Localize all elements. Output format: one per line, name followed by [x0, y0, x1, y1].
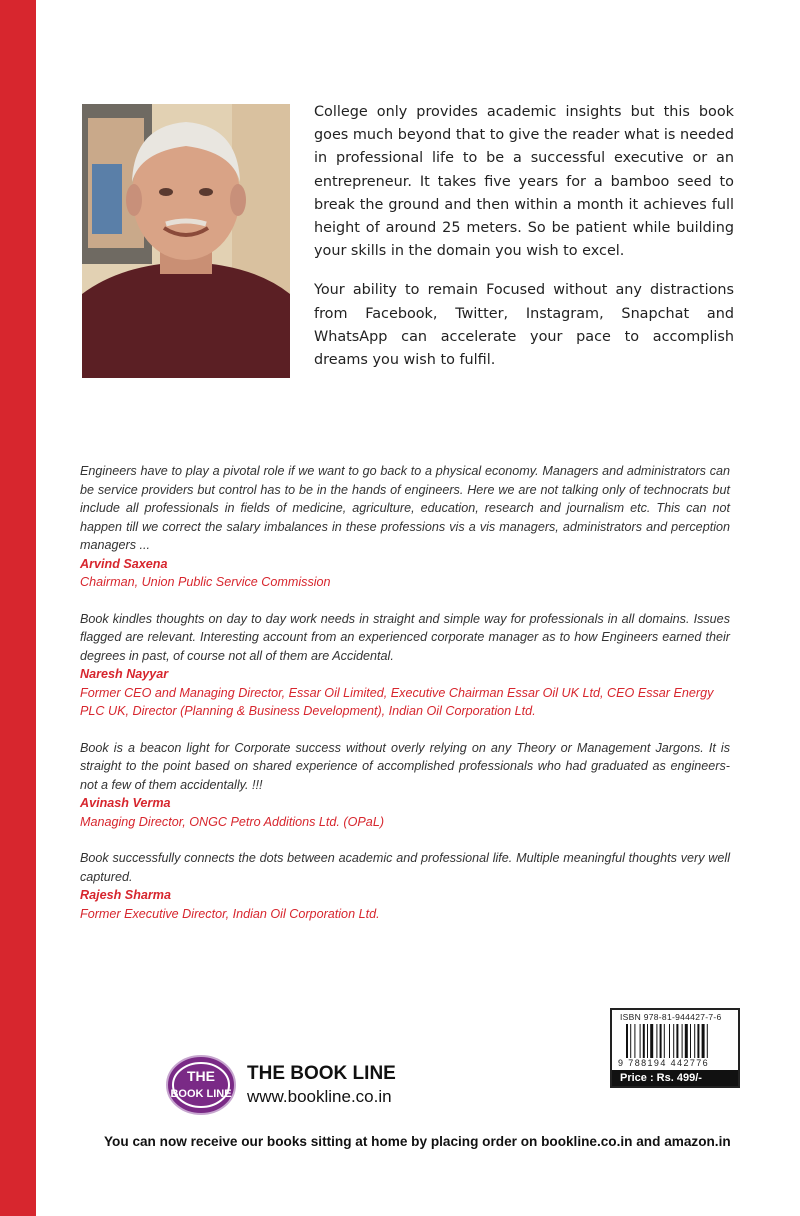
reviewer-name: Arvind Saxena — [80, 556, 168, 571]
publisher-logo-icon — [165, 1054, 237, 1116]
reviewer-title: Former CEO and Managing Director, Essar Oil Limited, Executive Chairman Essar Oil UK Ltd, CEO Essar Energy PLC UK, Director (Planning & Business Development), Indian Oil Corporation Ltd. — [80, 685, 714, 718]
reviewer-title: Chairman, Union Public Service Commission — [80, 575, 331, 589]
reviewer-name: Naresh Nayyar — [80, 667, 169, 681]
review-item — [80, 610, 730, 721]
red-spine-band — [0, 0, 36, 1216]
price-label: Price : Rs. 499/- — [612, 1070, 738, 1086]
review-item — [80, 849, 730, 923]
order-info-footer: You can now receive our books sitting at home by placing order on bookline.co.in and amazon.in — [104, 1134, 731, 1149]
review-quote: Engineers have to play a pivotal role if we want to go back to a physical economy. Managers and administrators can be service providers but control has to be in the hands of engineers. Here we are not talking only of technocrats but include all professionals in fields of medicine, agriculture, education, research and journalism etc. This can not happen till we correct the salary imbalances in these professions vis a vis managers, administrators and perception managers ... — [80, 464, 730, 552]
reviewer-title: Managing Director, ONGC Petro Additions Ltd. (OPaL) — [80, 814, 385, 829]
reviewer-name: Avinash Verma — [80, 796, 171, 810]
review-item — [80, 462, 730, 592]
review-item — [80, 739, 730, 832]
reviewer-title: Former Executive Director, Indian Oil Corporation Ltd. — [80, 906, 380, 921]
isbn-barcode — [610, 1008, 740, 1088]
review-quote: Book kindles thoughts on day to day work needs in straight and simple way for professionals in all domains. Issues flagged are relevant. Interesting account from an experienced corporate manager as to how Engineers earned their degrees in past, of course not all of them are Accidental. — [80, 611, 730, 663]
logo-bottom-text: BOOK LINE — [170, 1088, 232, 1100]
publisher-url: www.bookline.co.in — [247, 1087, 392, 1106]
publisher-text — [247, 1062, 396, 1108]
isbn-digits: 9 788194 442776 — [618, 1058, 710, 1068]
review-quote: Book successfully connects the dots between academic and professional life. Multiple meaningful thoughts very well captured. — [80, 851, 730, 884]
review-quote: Book is a beacon light for Corporate success without overly relying on any Theory or Management Jargons. It is straight to the point based on shared experience of accomplished professionals who had graduated as engineers-not a few of them accidentally. !!! — [80, 740, 730, 792]
reviewer-name: Rajesh Sharma — [80, 888, 171, 902]
publisher-block — [165, 1054, 396, 1116]
reviews-section — [80, 462, 730, 941]
blurb-paragraph: College only provides academic insights but this book goes much beyond that to give the reader what is needed in professional life to be a successful executive or an entrepreneur. It takes five years for a bamboo seed to break the ground and then within a month it achieves full height of around 25 meters. So be patient while building your skills in the domain you wish to excel. — [314, 104, 734, 260]
author-photo — [82, 104, 290, 378]
publisher-name: THE BOOK LINE — [247, 1063, 396, 1084]
logo-top-text: THE — [187, 1068, 215, 1084]
barcode-bars — [626, 1024, 730, 1058]
blurb-paragraph: Your ability to remain Focused without any distractions from Facebook, Twitter, Instagram, Snapchat and WhatsApp can accelerate your pace to accomplish dreams you wish to fulfil. — [314, 282, 734, 369]
back-cover-blurb — [314, 101, 734, 388]
isbn-label: ISBN 978-81-944427-7-6 — [620, 1012, 722, 1022]
